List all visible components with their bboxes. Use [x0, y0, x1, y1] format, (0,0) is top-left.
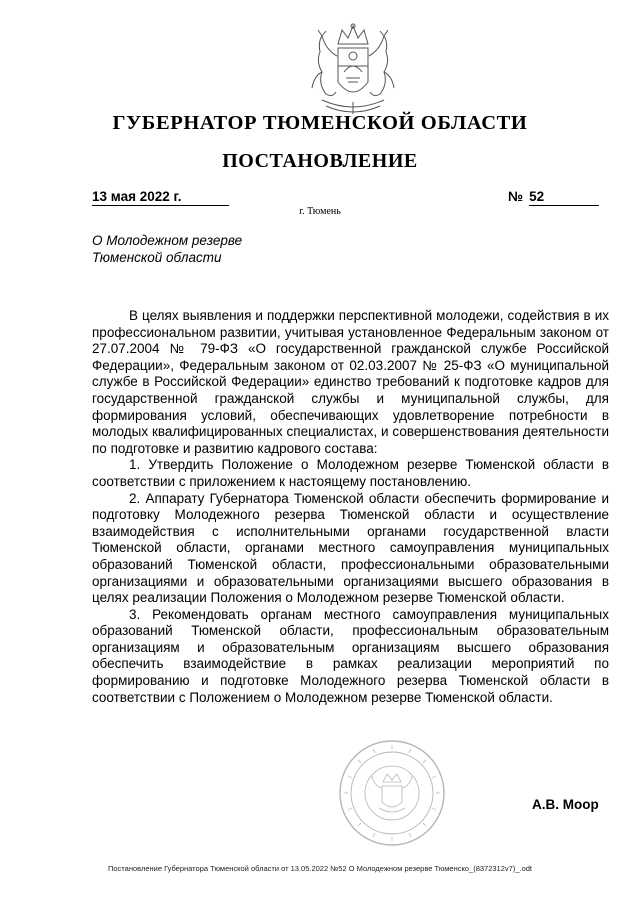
subject-line-1: О Молодежном резерве: [92, 233, 243, 248]
document-footer: Постановление Губернатора Тюменской области от 13.05.2022 №52 О Молодежном резерве Тюменско_(8372312v7)_.odt: [107, 864, 532, 873]
city-label: г. Тюмень: [299, 206, 341, 217]
document-body: [92, 308, 609, 706]
official-seal-icon: [337, 738, 447, 848]
number-value: 52: [529, 188, 599, 206]
document-type: ПОСТАНОВЛЕНИЕ: [222, 150, 418, 172]
clause-3-paragraph: 3. Рекомендовать органам местного самоуправления муниципальных образований Тюменской области, профессиональным образовательным организациям и образовательным организациям высшего образования обеспечить взаимодействие в рамках реализации мероприятий по формированию и подготовке Молодежного резерва Тюменской области в соответствии с Положением о Молодежном резерве Тюменской области.: [92, 606, 609, 705]
document-subject: [92, 232, 352, 266]
subject-line-2: Тюменской области: [92, 250, 222, 265]
clause-2-paragraph: 2. Аппарату Губернатора Тюменской области обеспечить формирование и подготовку Молодежного резерва Тюменской области и осуществление взаимодействия с исполнительными органами государственной власти Тюменской области, органами местного самоуправления муниципальных образований Тюменской области, профессиональными образовательными организациями и образовательными организациями высшего образования в целях реализации Положения о Молодежном резерве Тюменской области.: [92, 490, 609, 606]
authority-title: ГУБЕРНАТОР ТЮМЕНСКОЙ ОБЛАСТИ: [112, 112, 528, 134]
clause-1-paragraph: 1. Утвердить Положение о Молодежном резерве Тюменской области в соответствии с приложением к настоящему постановлению.: [92, 457, 609, 489]
preamble-paragraph: В целях выявления и поддержки перспективной молодежи, содействия в их профессиональном развитии, учитывая установленное Федеральным законом от 27.07.2004 № 79-ФЗ «О государственной гражданской службе Российской Федерации», Федеральным законом от 02.03.2007 № 25-ФЗ «О муниципальной службе в Российской Федерации» единство требований к подготовке кадров для государственной гражданской службы и муниципальной службы, для формирования условий, обеспечивающих удовлетворение потребности в молодых квалифицированных специалистах, и совершенствования деятельности по подготовке и развитию кадрового состава:: [92, 308, 609, 456]
tyumen-region-coat-of-arms-icon: [308, 22, 398, 122]
number-sign: №: [508, 189, 524, 204]
document-date: 13 мая 2022 г.: [92, 188, 229, 206]
document-number: [508, 188, 603, 206]
signer-name: А.В. Моор: [532, 797, 599, 812]
